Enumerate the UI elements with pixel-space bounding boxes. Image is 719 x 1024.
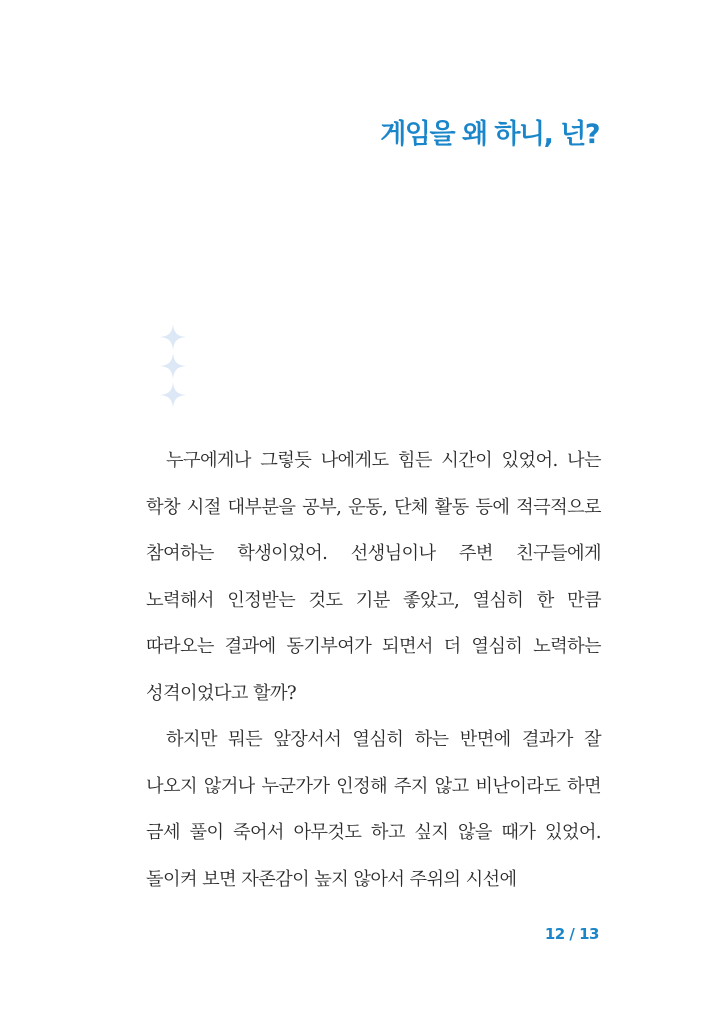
page-title: 게임을 왜 하니, 넌? [380,119,599,150]
sparkle-decoration [160,324,192,411]
sparkle-icon [160,382,186,408]
sparkle-icon [160,324,186,350]
paragraph: 누구에게나 그렇듯 나에게도 힘든 시간이 있었어. 나는 학창 시절 대부분을 공부, 운동, 단체 활동 등에 적극적으로 참여하는 학생이었어. 선생님이나 주변 친구들에게 노력해서 인정받는 것도 기분 좋았고, 열심히 한 만큼 따라오는 결과에 동기부여가 되면서 더 열심히 노력하는 성격이었다고 할까? [146,450,601,704]
paragraph: 하지만 뭐든 앞장서서 열심히 하는 반면에 결과가 잘 나오지 않거나 누군가가 인정해 주지 않고 비난이라도 하면 금세 풀이 죽어서 아무것도 하고 싶지 않을 때가 있었어. 돌이켜 보면 자존감이 높지 않아서 주위의 시선에 [146,729,601,890]
body-text [146,438,601,903]
sparkle-icon [160,353,186,379]
page-number: 12 / 13 [544,925,599,943]
